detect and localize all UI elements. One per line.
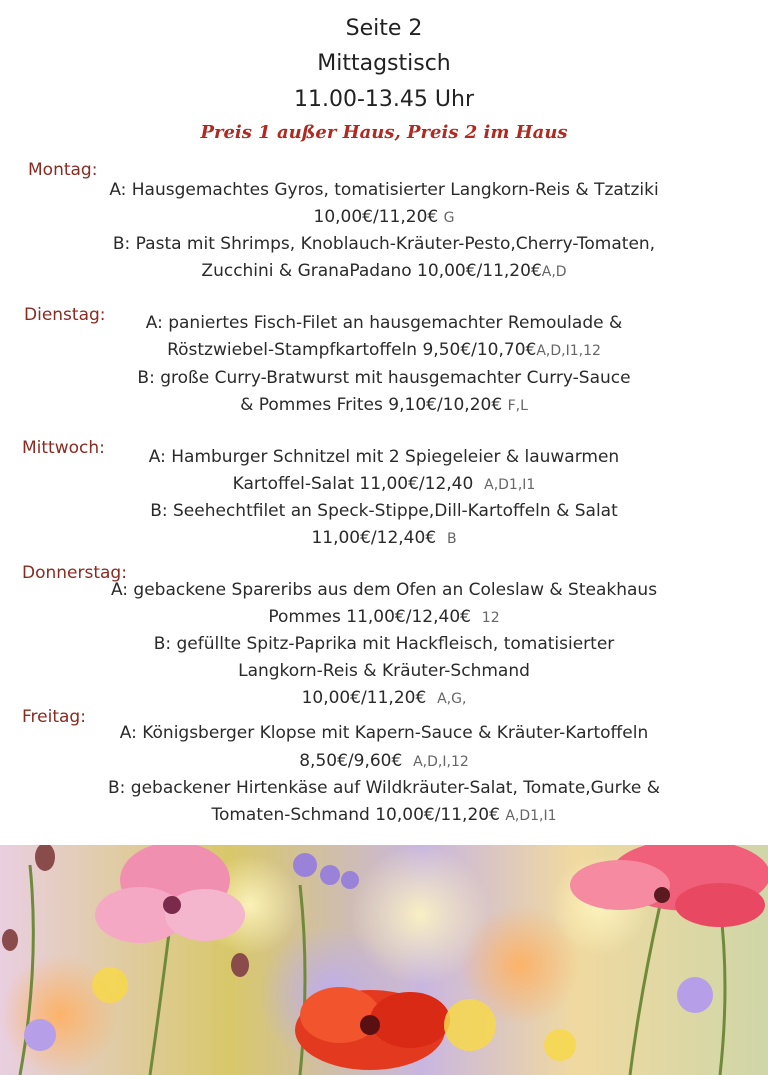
day-label-freitag: Freitag: — [22, 707, 86, 727]
menu-line: B: gebackener Hirtenkäse auf Wildkräuter-Salat, Tomate,Gurke & — [108, 778, 660, 798]
allergen-codes: 12 — [481, 610, 500, 626]
flower-illustration — [0, 845, 768, 1075]
menu-line: B: Pasta mit Shrimps, Knoblauch-Kräuter-Pesto,Cherry-Tomaten, — [112, 234, 656, 254]
page-title: Mittagstisch — [317, 51, 451, 76]
menu-line: & Pommes Frites 9,10€/10,20€ F,L — [240, 395, 528, 415]
menu-line: A: Königsberger Klopse mit Kapern-Sauce & Kräuter-Kartoffeln — [119, 723, 649, 743]
menu-line: A: Hausgemachtes Gyros, tomatisierter Langkorn-Reis & Tzatziki — [109, 180, 659, 200]
price-note: Preis 1 außer Haus, Preis 2 im Haus — [200, 122, 568, 143]
allergen-codes: A,D — [541, 264, 567, 280]
menu-line: Röstzwiebel-Stampfkartoffeln 9,50€/10,70€A,D,I1,12 — [167, 340, 601, 360]
menu-line: A: Hamburger Schnitzel mit 2 Spiegeleier & lauwarmen — [148, 447, 620, 467]
menu-line: Zucchini & GranaPadano 10,00€/11,20€A,D — [201, 261, 567, 281]
menu-line: Kartoffel-Salat 11,00€/12,40 A,D1,I1 — [232, 474, 536, 494]
menu-line: Tomaten-Schmand 10,00€/11,20€ A,D1,I1 — [211, 805, 557, 825]
flower-meadow-image — [0, 845, 768, 1075]
allergen-codes: A,G, — [437, 691, 467, 707]
day-label-donnerstag: Donnerstag: — [22, 563, 127, 583]
menu-line: 11,00€/12,40€ B — [311, 528, 457, 548]
page-number: Seite 2 — [345, 16, 423, 41]
day-label-montag: Montag: — [28, 160, 98, 180]
allergen-codes: A,D,I1,12 — [536, 343, 601, 359]
day-label-mittwoch: Mittwoch: — [22, 438, 105, 458]
menu-line: 10,00€/11,20€ G — [313, 207, 455, 227]
menu-line: A: gebackene Spareribs aus dem Ofen an Coleslaw & Steakhaus — [110, 580, 658, 600]
menu-line: Pommes 11,00€/12,40€ 12 — [268, 607, 500, 627]
opening-hours: 11.00-13.45 Uhr — [294, 87, 474, 112]
allergen-codes: F,L — [507, 398, 528, 414]
menu-line: 8,50€/9,60€ A,D,I,12 — [299, 751, 469, 771]
menu-line: A: paniertes Fisch-Filet an hausgemachter Remoulade & — [145, 313, 623, 333]
allergen-codes: A,D1,I1 — [484, 477, 536, 493]
allergen-codes: B — [446, 531, 457, 547]
allergen-codes: A,D,I,12 — [413, 754, 469, 770]
menu-line: Langkorn-Reis & Kräuter-Schmand — [238, 661, 530, 681]
menu-line: B: Seehechtfilet an Speck-Stippe,Dill-Kartoffeln & Salat — [150, 501, 618, 521]
menu-line: B: große Curry-Bratwurst mit hausgemachter Curry-Sauce — [137, 368, 631, 388]
allergen-codes: A,D1,I1 — [505, 808, 557, 824]
allergen-codes: G — [443, 210, 455, 226]
menu-line: 10,00€/11,20€ A,G, — [301, 688, 467, 708]
pink-poppy — [95, 845, 245, 943]
day-label-dienstag: Dienstag: — [24, 305, 106, 325]
menu-line: B: gefüllte Spitz-Paprika mit Hackfleisch, tomatisierter — [153, 634, 615, 654]
